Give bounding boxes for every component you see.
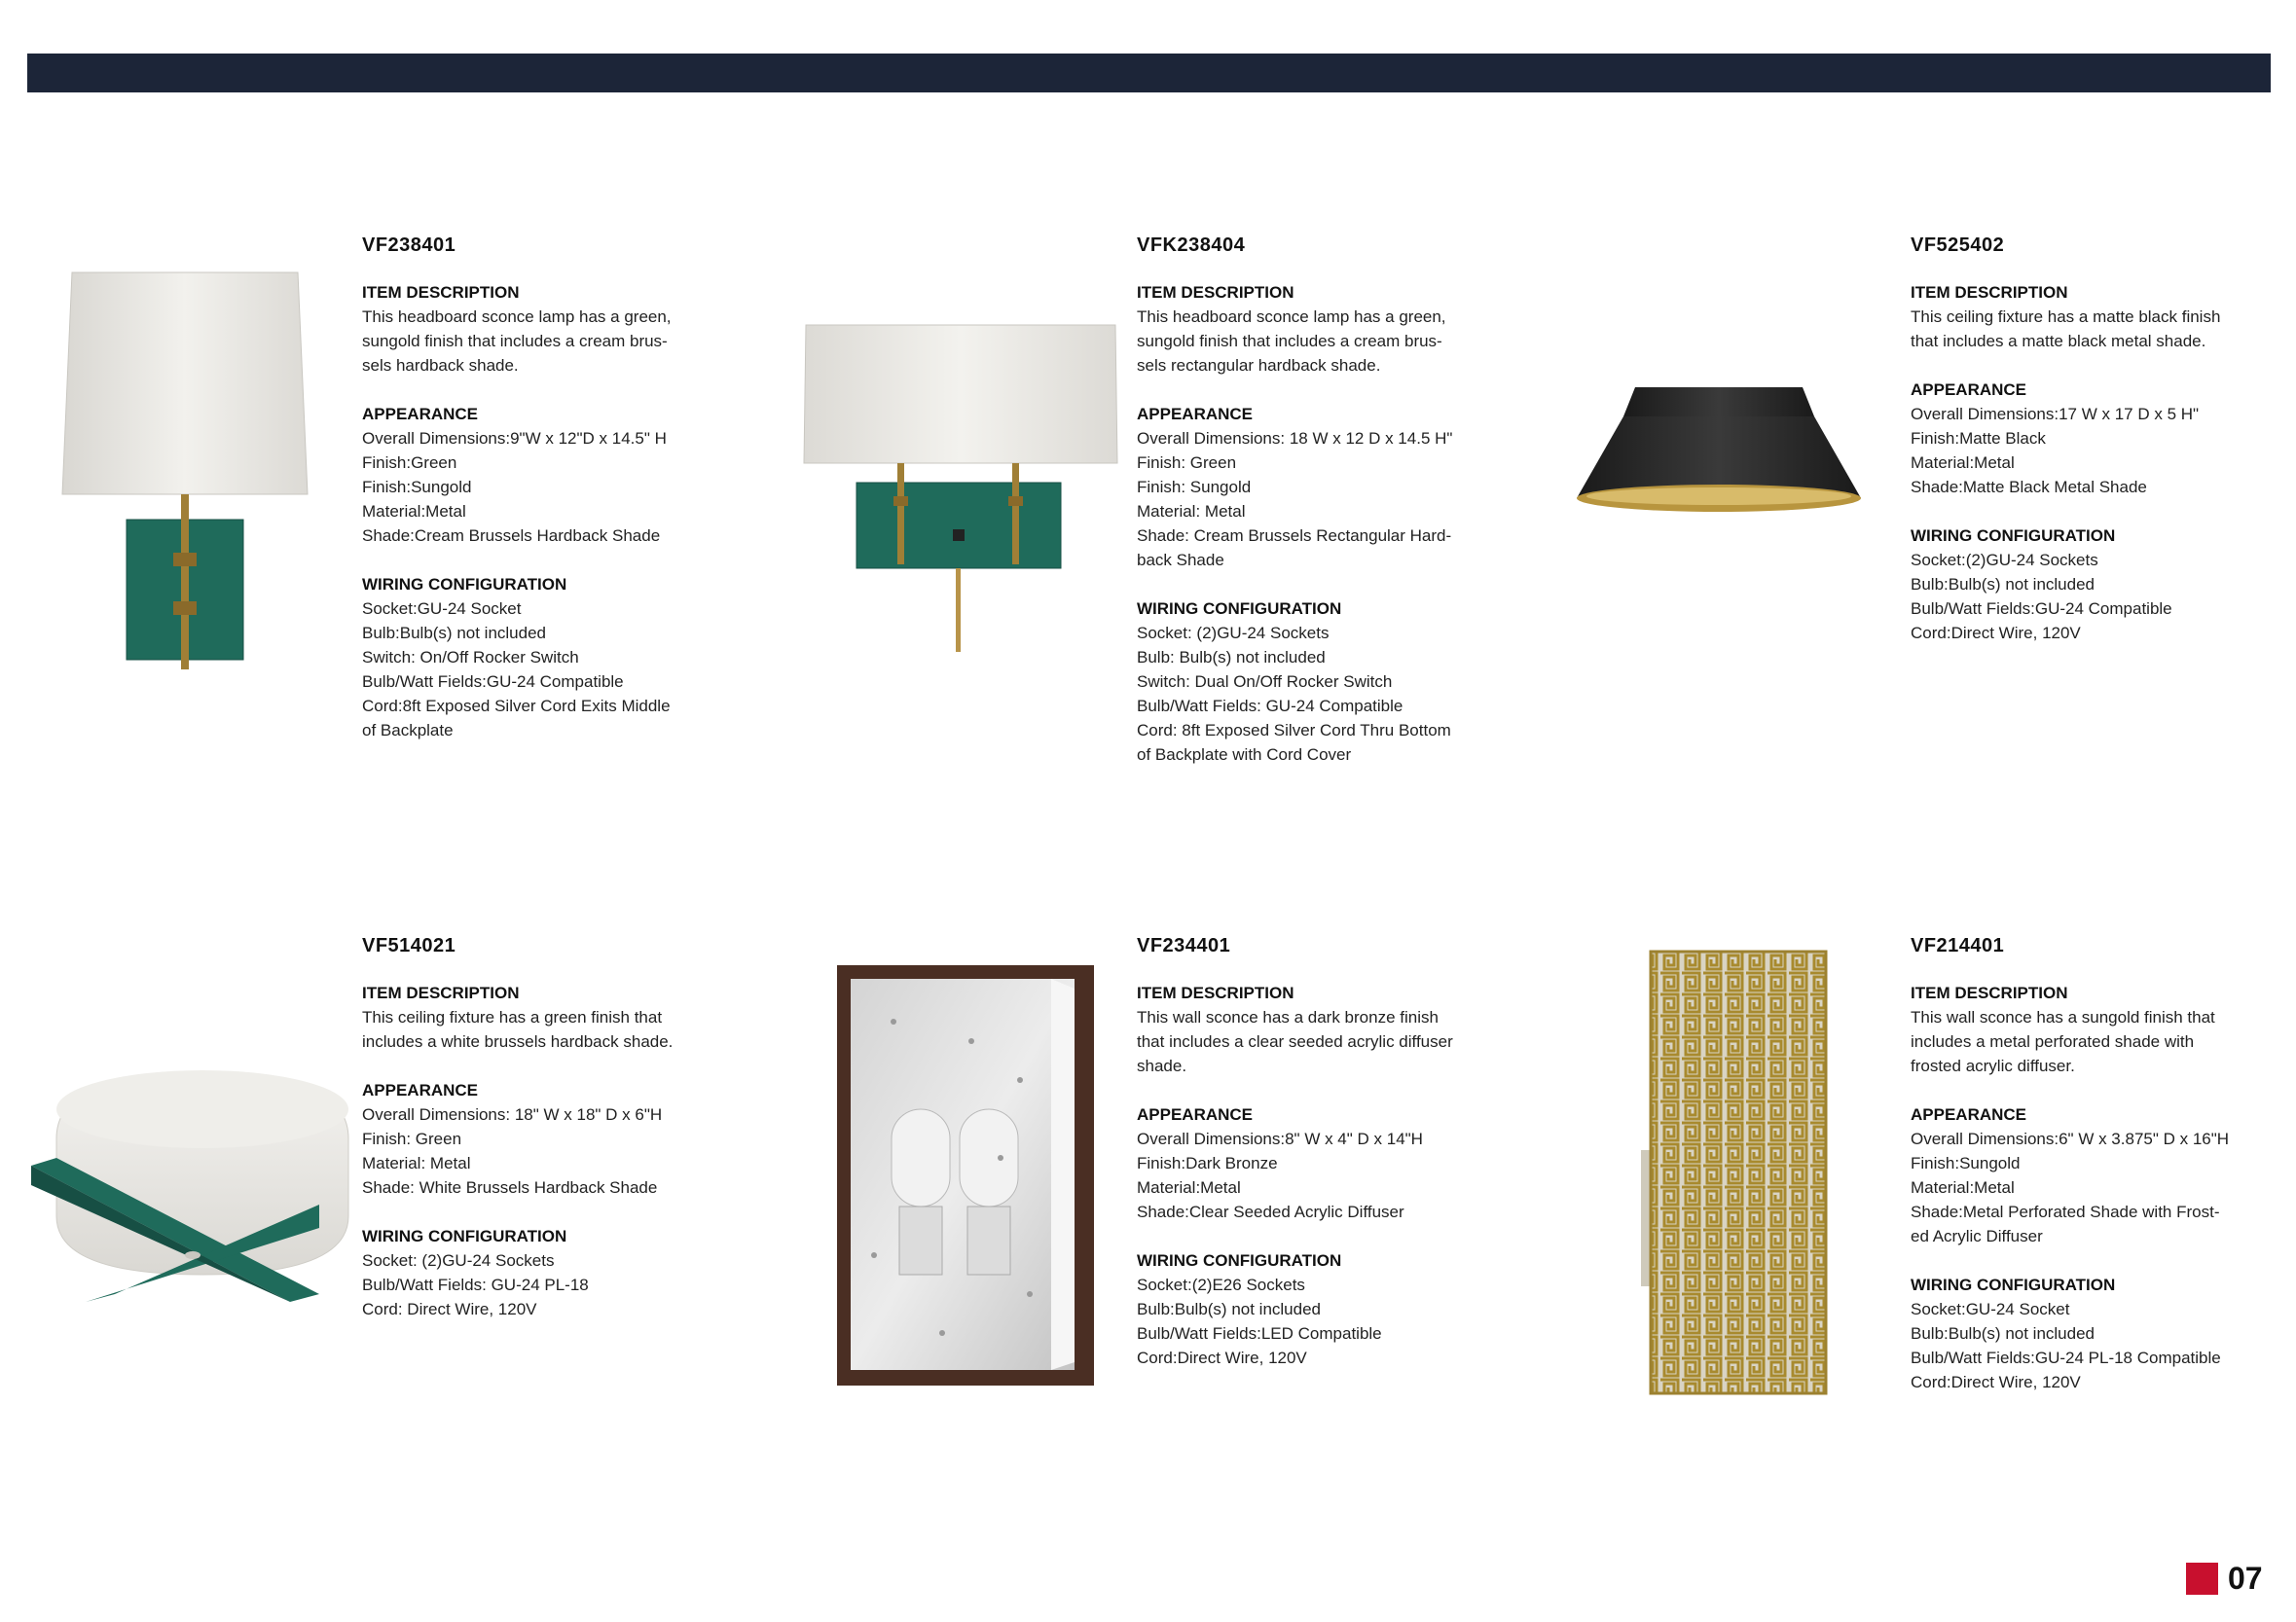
wiring-line: Socket: (2)GU-24 Sockets — [1137, 624, 1330, 642]
wiring-line: Bulb/Watt Fields:GU-24 Compatible — [1911, 599, 2172, 618]
description-line: includes a metal perforated shade with — [1911, 1032, 2195, 1051]
section-title: ITEM DESCRIPTION — [362, 984, 520, 1002]
page-number-block — [2186, 1561, 2263, 1596]
wiring-line: Socket: (2)GU-24 Sockets — [362, 1251, 555, 1270]
description-line: that includes a matte black metal shade. — [1911, 332, 2206, 350]
product-code: VF514021 — [362, 935, 456, 956]
appearance-line: Material:Metal — [362, 502, 466, 521]
wiring-line: Socket:GU-24 Socket — [362, 599, 522, 618]
red-square-icon — [2186, 1563, 2218, 1595]
wiring-line: Bulb:Bulb(s) not included — [1911, 575, 2096, 594]
description-line: This headboard sconce lamp has a green, — [1137, 307, 1446, 326]
appearance-line: Finish:Green — [362, 453, 457, 472]
description-line: sungold finish that includes a cream brus- — [1137, 332, 1442, 350]
section-title: APPEARANCE — [1137, 405, 1254, 423]
appearance-line: ed Acrylic Diffuser — [1911, 1227, 2043, 1245]
appearance-line: Shade: White Brussels Hardback Shade — [362, 1178, 658, 1197]
appearance-line: Shade:Matte Black Metal Shade — [1911, 478, 2147, 496]
wiring-line: Bulb/Watt Fields:LED Compatible — [1137, 1324, 1382, 1343]
wiring-line: Cord:Direct Wire, 120V — [1911, 1373, 2081, 1391]
description-line: sels rectangular hardback shade. — [1137, 356, 1381, 375]
product-code: VF525402 — [1911, 234, 2005, 256]
product-code: VF214401 — [1911, 935, 2005, 956]
description-line: This wall sconce has a sungold finish that — [1911, 1008, 2215, 1027]
wiring-line: Bulb/Watt Fields:GU-24 PL-18 Compatible — [1911, 1349, 2221, 1367]
wiring-line: Cord: Direct Wire, 120V — [362, 1300, 537, 1318]
section-title: APPEARANCE — [362, 1081, 479, 1099]
wiring-line: Bulb:Bulb(s) not included — [362, 624, 547, 642]
wiring-line: of Backplate — [362, 721, 454, 739]
appearance-line: Overall Dimensions:6" W x 3.875" D x 16"H — [1911, 1130, 2230, 1148]
section-title: ITEM DESCRIPTION — [1137, 283, 1294, 302]
section-title: WIRING CONFIGURATION — [1137, 1251, 1342, 1270]
wiring-line: Socket:GU-24 Socket — [1911, 1300, 2070, 1318]
appearance-line: Material:Metal — [1137, 1178, 1241, 1197]
wiring-line: Bulb/Watt Fields: GU-24 Compatible — [1137, 697, 1403, 715]
section-title: APPEARANCE — [1137, 1105, 1254, 1124]
green-ceiling-fixture-icon — [27, 1051, 358, 1309]
page-number: 07 — [2228, 1561, 2263, 1596]
appearance-line: Finish: Green — [362, 1130, 462, 1148]
product-code: VF234401 — [1137, 935, 1231, 956]
appearance-line: Finish:Sungold — [362, 478, 472, 496]
description-line: sels hardback shade. — [362, 356, 519, 375]
wiring-line: Bulb/Watt Fields: GU-24 PL-18 — [362, 1276, 589, 1294]
description-line: frosted acrylic diffuser. — [1911, 1057, 2075, 1075]
wiring-line: Socket:(2)E26 Sockets — [1137, 1276, 1305, 1294]
wiring-line: Bulb: Bulb(s) not included — [1137, 648, 1326, 667]
perforated-wall-sconce-icon — [1637, 950, 1832, 1402]
section-title: APPEARANCE — [1911, 1105, 2027, 1124]
section-title: APPEARANCE — [1911, 380, 2027, 399]
section-title: WIRING CONFIGURATION — [362, 1227, 567, 1245]
description-line: that includes a clear seeded acrylic diffuser — [1137, 1032, 1453, 1051]
appearance-line: Overall Dimensions:8" W x 4" D x 14"H — [1137, 1130, 1423, 1148]
appearance-line: Finish:Dark Bronze — [1137, 1154, 1278, 1172]
section-title: WIRING CONFIGURATION — [1911, 526, 2116, 545]
bronze-wall-sconce-icon — [835, 963, 1098, 1396]
wiring-line: Bulb/Watt Fields:GU-24 Compatible — [362, 672, 624, 691]
description-line: shade. — [1137, 1057, 1187, 1075]
section-title: ITEM DESCRIPTION — [362, 283, 520, 302]
wiring-line: Cord: 8ft Exposed Silver Cord Thru Bottom — [1137, 721, 1451, 739]
wiring-line: Cord:Direct Wire, 120V — [1137, 1349, 1307, 1367]
wiring-line: Switch: On/Off Rocker Switch — [362, 648, 579, 667]
appearance-line: Material:Metal — [1911, 453, 2015, 472]
product-code: VFK238404 — [1137, 234, 1246, 256]
wiring-line: of Backplate with Cord Cover — [1137, 745, 1352, 764]
appearance-line: Material: Metal — [362, 1154, 471, 1172]
wiring-line: Cord:8ft Exposed Silver Cord Exits Middle — [362, 697, 671, 715]
appearance-line: Overall Dimensions: 18 W x 12 D x 14.5 H" — [1137, 429, 1453, 448]
appearance-line: Shade:Cream Brussels Hardback Shade — [362, 526, 661, 545]
section-title: WIRING CONFIGURATION — [1137, 599, 1342, 618]
green-sconce-lamp-icon — [58, 270, 311, 684]
appearance-line: Overall Dimensions:9"W x 12"D x 14.5" H — [362, 429, 667, 448]
appearance-line: Finish:Matte Black — [1911, 429, 2046, 448]
wiring-line: Bulb:Bulb(s) not included — [1137, 1300, 1322, 1318]
description-line: This wall sconce has a dark bronze finish — [1137, 1008, 1439, 1027]
black-ceiling-fixture-icon — [1575, 381, 1863, 519]
section-title: ITEM DESCRIPTION — [1911, 283, 2068, 302]
appearance-line: Overall Dimensions:17 W x 17 D x 5 H" — [1911, 405, 2200, 423]
appearance-line: Shade:Clear Seeded Acrylic Diffuser — [1137, 1203, 1404, 1221]
section-title: WIRING CONFIGURATION — [1911, 1276, 2116, 1294]
wiring-line: Cord:Direct Wire, 120V — [1911, 624, 2081, 642]
appearance-line: back Shade — [1137, 551, 1224, 569]
section-title: APPEARANCE — [362, 405, 479, 423]
appearance-line: Shade:Metal Perforated Shade with Frost- — [1911, 1203, 2220, 1221]
double-sconce-lamp-icon — [800, 321, 1121, 662]
description-line: This headboard sconce lamp has a green, — [362, 307, 672, 326]
appearance-line: Material:Metal — [1911, 1178, 2015, 1197]
product-code: VF238401 — [362, 234, 456, 256]
appearance-line: Shade: Cream Brussels Rectangular Hard- — [1137, 526, 1452, 545]
wiring-line: Socket:(2)GU-24 Sockets — [1911, 551, 2098, 569]
wiring-line: Bulb:Bulb(s) not included — [1911, 1324, 2096, 1343]
description-line: includes a white brussels hardback shade. — [362, 1032, 674, 1051]
appearance-line: Finish:Sungold — [1911, 1154, 2021, 1172]
wiring-line: Switch: Dual On/Off Rocker Switch — [1137, 672, 1393, 691]
description-line: This ceiling fixture has a green finish that — [362, 1008, 663, 1027]
section-title: ITEM DESCRIPTION — [1137, 984, 1294, 1002]
appearance-line: Overall Dimensions: 18" W x 18" D x 6"H — [362, 1105, 663, 1124]
section-title: ITEM DESCRIPTION — [1911, 984, 2068, 1002]
appearance-line: Finish: Sungold — [1137, 478, 1252, 496]
header-bar — [27, 54, 2271, 92]
description-line: sungold finish that includes a cream brus- — [362, 332, 668, 350]
description-line: This ceiling fixture has a matte black finish — [1911, 307, 2221, 326]
appearance-line: Material: Metal — [1137, 502, 1246, 521]
appearance-line: Finish: Green — [1137, 453, 1237, 472]
section-title: WIRING CONFIGURATION — [362, 575, 567, 594]
